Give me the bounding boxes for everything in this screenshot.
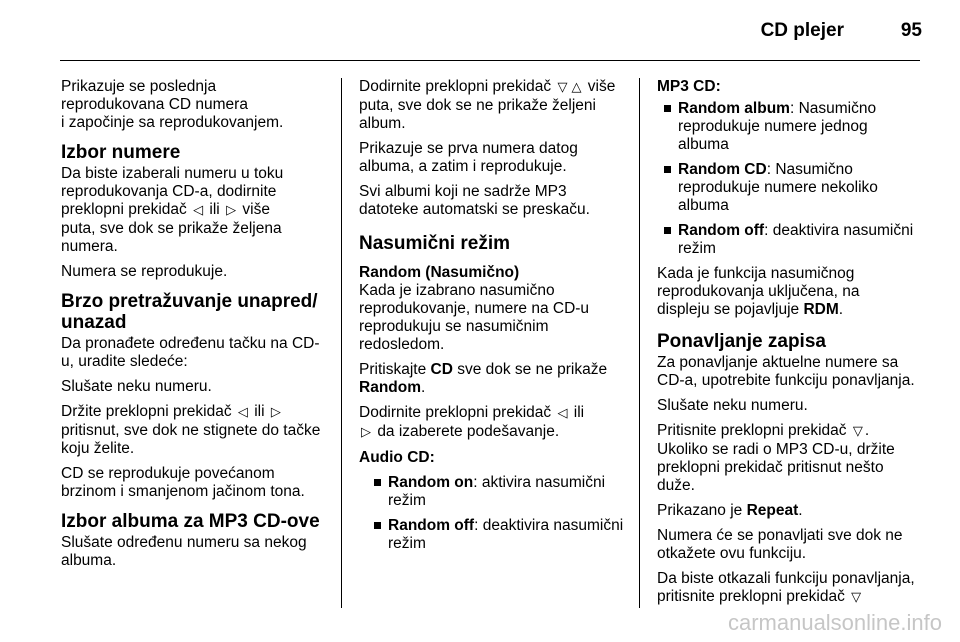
first-track-paragraph: Prikazuje se prva numera datog albuma, a zatim i reprodukuje. (359, 140, 578, 175)
page-header (0, 0, 960, 60)
column-divider-2 (639, 78, 640, 608)
next-symbol-icon: ▷ (361, 425, 371, 440)
listen-paragraph: Slušate neku numeru. (657, 397, 808, 414)
random-description-paragraph: Kada je izabrano nasumično reprodukovanje, numere na CD-u reprodukuju se nasumičnim redosledom. (359, 282, 590, 353)
cancel-repeat-paragraph: Da biste otkazali funkciju ponavljanja, pritisnite preklopni prekidač ▽ (657, 570, 915, 605)
subheading-mp3-cd: MP3 CD: (657, 78, 721, 95)
heading-repeat: Ponavljanje zapisa (657, 331, 826, 352)
audio-cd-list (359, 474, 629, 553)
next-symbol-icon: ▷ (226, 203, 237, 218)
prev-symbol-icon: ◁ (237, 405, 248, 420)
repeat-symbol-icon: ▽ (852, 424, 863, 439)
bullet-square-icon (664, 227, 671, 234)
column-2 (359, 78, 629, 560)
mp3-cd-list (657, 100, 947, 258)
prev-symbol-icon: ◁ (557, 406, 568, 421)
fast-playback-paragraph: CD se reprodukuje povećanom brzinom i smanjenom jačinom tona. (61, 465, 305, 500)
column-divider-1 (341, 78, 342, 608)
rdm-paragraph: Kada je funkcija nasumičnog reprodukovanja uključena, na displeju se pojavljuje RDM. (657, 265, 860, 318)
heading-fast-search: Brzo pretražuvanje unapred/ unazad (61, 291, 318, 333)
subheading-random: Random (Nasumično) (359, 264, 520, 281)
column-1 (61, 78, 329, 577)
list-item: Random CD: Nasumično reprodukuje numere nekoliko albuma (663, 161, 947, 215)
bullet-square-icon (664, 105, 671, 112)
heading-track-select: Izbor numere (61, 142, 181, 163)
repeat-symbol-icon: ▽ (851, 590, 862, 605)
album-switch-paragraph: Dodirnite preklopni prekidač ▽ △ više puta, sve dok se ne prikaže željeni album. (359, 78, 616, 132)
prev-symbol-icon: ◁ (193, 203, 204, 218)
fast-search-paragraph: Da pronađete određenu tačku na CD- u, uradite sledeće: (61, 335, 320, 370)
intro-paragraph: Prikazuje se poslednja reprodukovana CD numera i započinje sa reprodukovanjem. (61, 78, 284, 131)
repeat-description-paragraph: Za ponavljanje aktuelne numere sa CD-a, upotrebite funkciju ponavljanja. (657, 354, 915, 389)
heading-random-mode: Nasumični režim (359, 233, 510, 254)
header-rule (60, 60, 920, 61)
skip-albums-paragraph: Svi albumi koji ne sadrže MP3 datoteke automatski se preskaču. (359, 183, 590, 218)
track-plays-paragraph: Numera se reprodukuje. (61, 263, 228, 280)
page-number: 95 (900, 20, 922, 41)
album-select-paragraph: Slušate određenu numeru sa nekog albuma. (61, 534, 307, 569)
hold-switch-paragraph: Držite preklopni prekidač ◁ ili ▷ pritisnut, sve dok ne stignete do tačke koju želite. (61, 403, 321, 457)
album-up-symbol-icon: △ (571, 80, 582, 95)
bullet-square-icon (374, 479, 381, 486)
list-item: Random album: Nasumično reprodukuje numere jednog albuma (663, 100, 947, 154)
next-symbol-icon: ▷ (270, 405, 281, 420)
section-title: CD plejer (760, 20, 844, 41)
list-item: Random off: deaktivira nasumični režim (373, 517, 629, 553)
heading-album-select: Izbor albuma za MP3 CD-ove (61, 511, 320, 532)
list-item: Random off: deaktivira nasumični režim (663, 222, 947, 258)
track-select-paragraph: Da biste izaberali numeru u toku reprodukovanja CD-a, dodirnite preklopni prekidač ◁ ili ▷ više puta, sve dok se prikaže željena numera. (61, 165, 284, 255)
column-3 (657, 78, 947, 614)
press-cd-paragraph: Pritiskajte CD sve dok se ne prikaže Random. (359, 361, 608, 396)
repeat-until-paragraph: Numera će se ponavljati sve dok ne otkažete ovu funkciju. (657, 527, 903, 562)
bullet-square-icon (374, 522, 381, 529)
select-setting-paragraph: Dodirnite preklopni prekidač ◁ ili ▷ da izaberete podešavanje. (359, 404, 585, 440)
repeat-shown-paragraph: Prikazano je Repeat. (657, 502, 803, 519)
watermark: carmanualsonline.info (727, 610, 942, 635)
listen-paragraph: Slušate neku numeru. (61, 378, 212, 395)
press-repeat-paragraph: Pritisnite preklopni prekidač ▽ . Ukoliko se radi o MP3 CD-u, držite preklopni prekidač pritisnut nešto duže. (657, 422, 895, 494)
subheading-audio-cd: Audio CD: (359, 449, 435, 466)
list-item: Random on: aktivira nasumični režim (373, 474, 629, 510)
album-down-symbol-icon: ▽ (557, 80, 568, 95)
bullet-square-icon (664, 166, 671, 173)
